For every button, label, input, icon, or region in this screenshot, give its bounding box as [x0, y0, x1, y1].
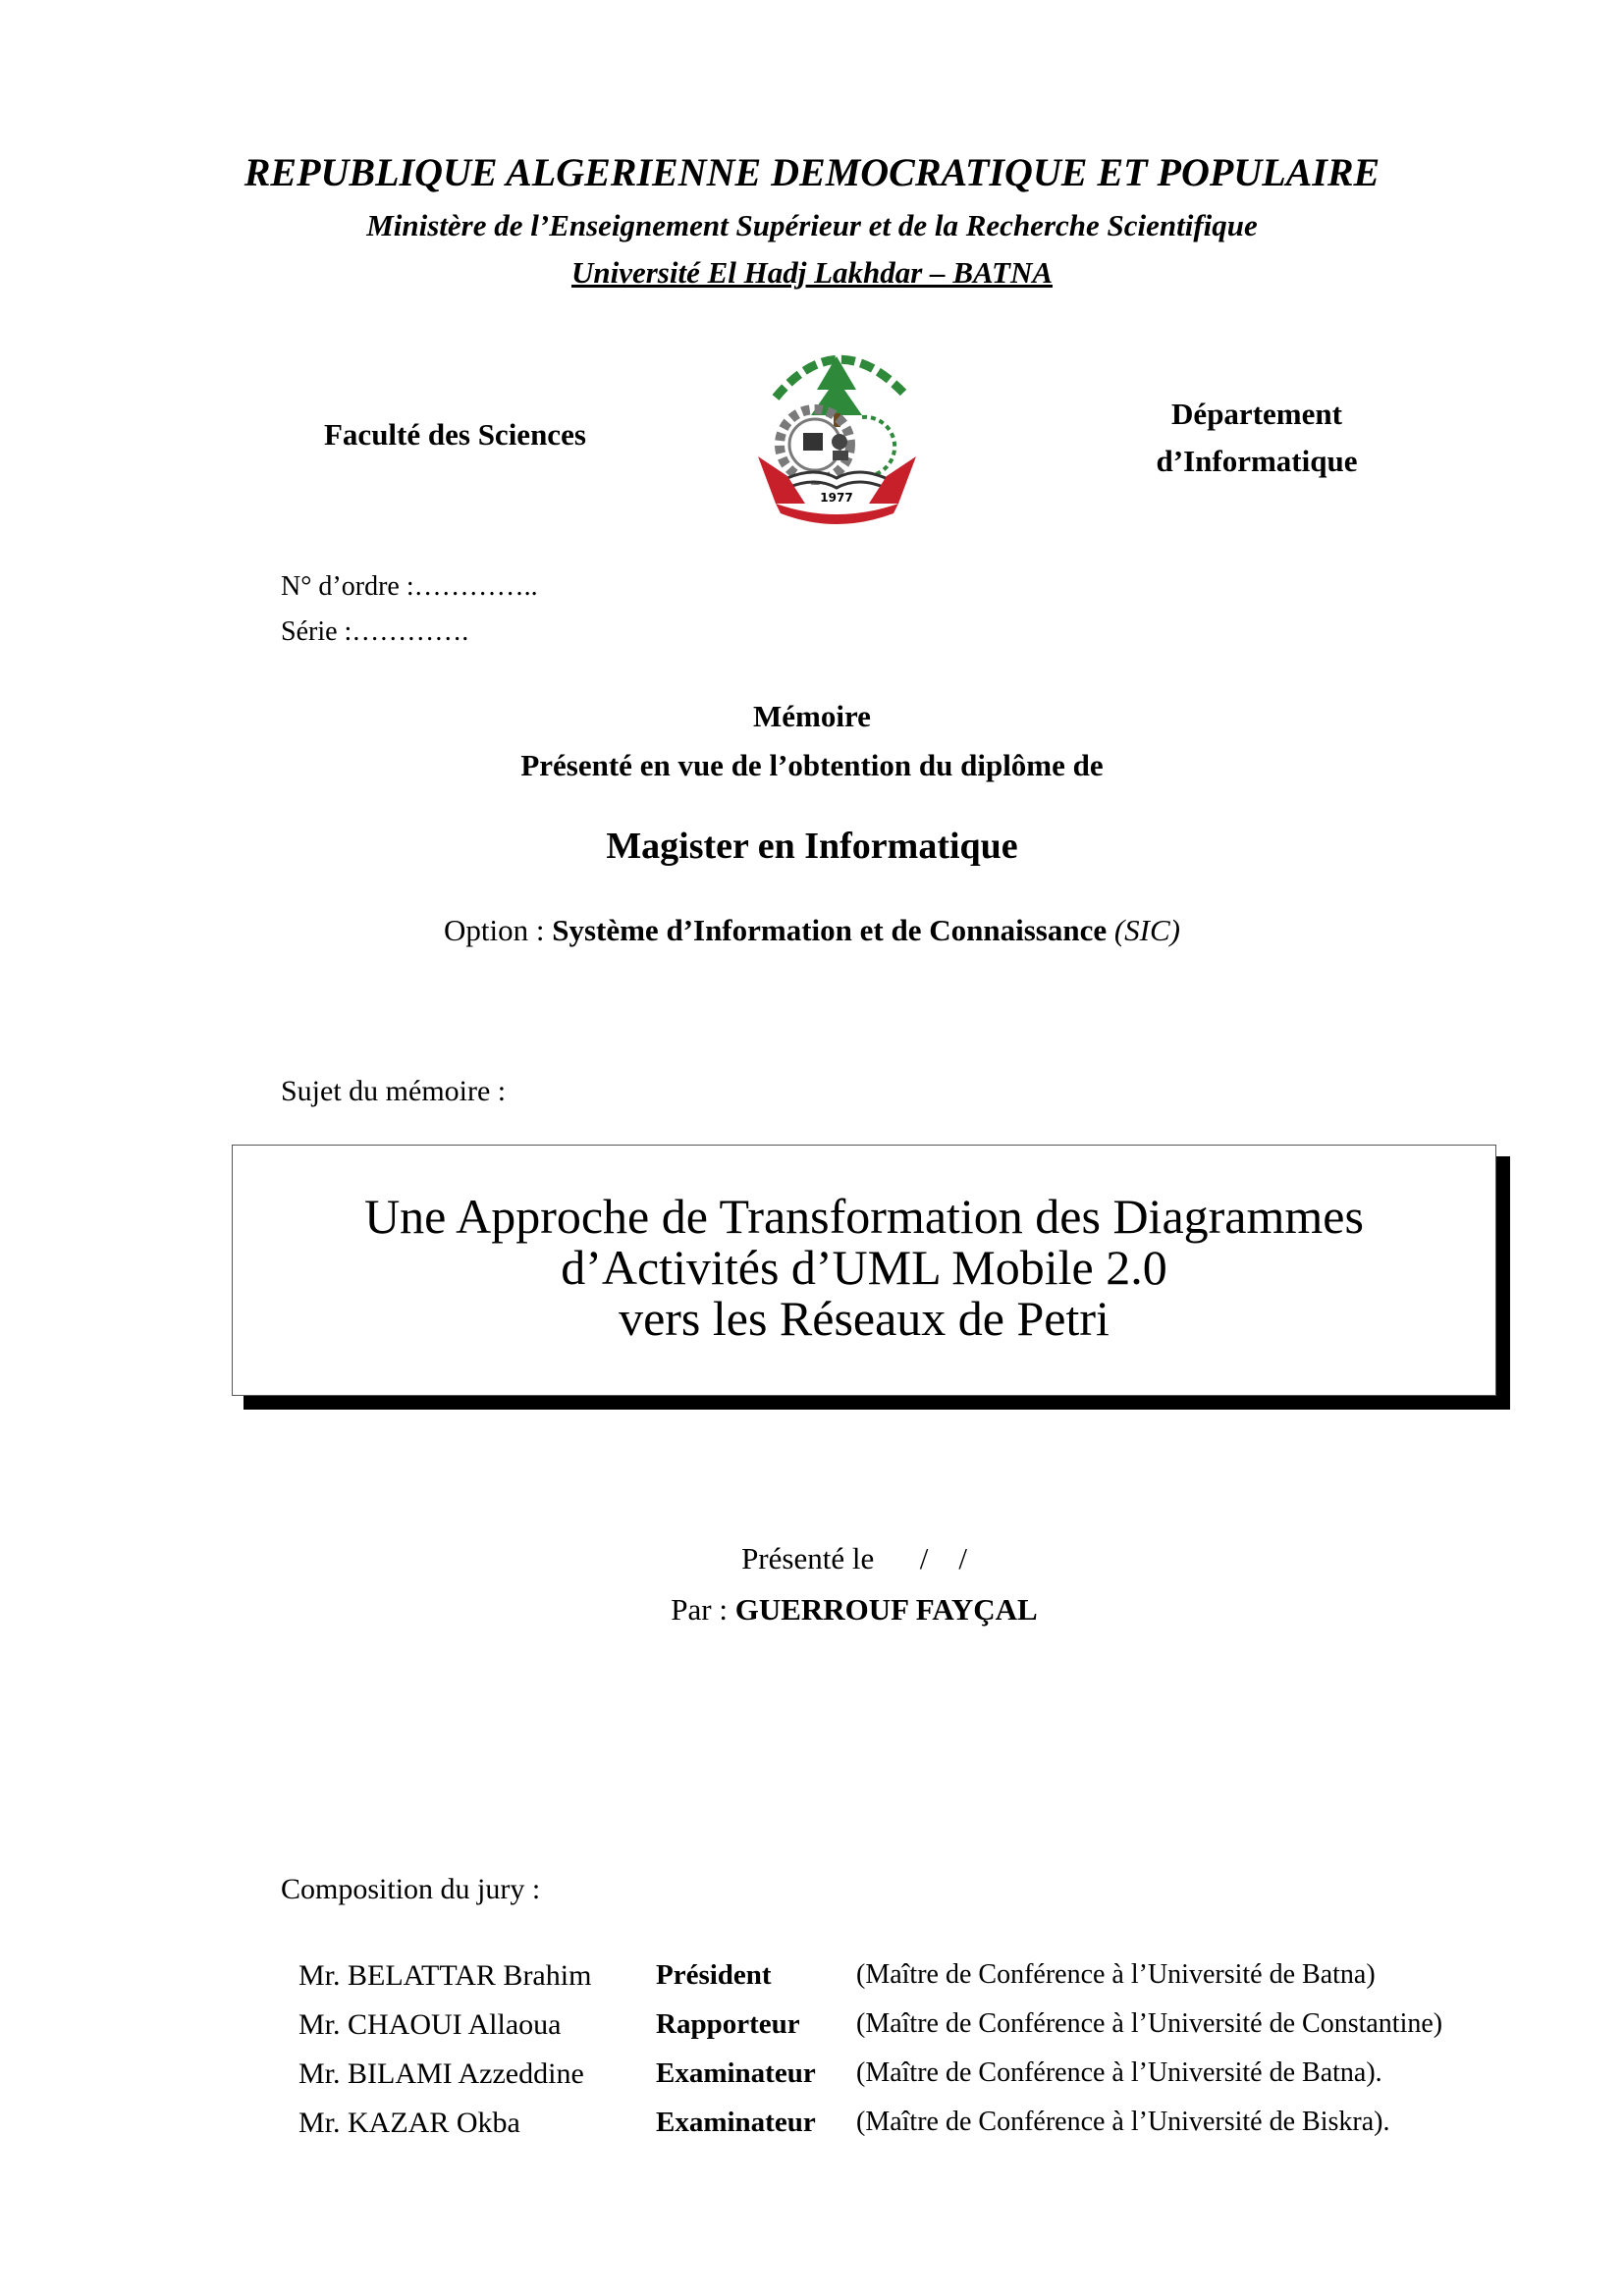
jury-member-affiliation: (Maître de Conférence à l’Université de Batna). — [856, 2057, 1382, 2088]
jury-member-role: Examinateur — [656, 2107, 816, 2138]
title-line-1: Une Approche de Transformation des Diagrammes — [364, 1189, 1364, 1244]
department-label — [1110, 391, 1404, 485]
order-number: N° d’ordre :………….. — [281, 571, 538, 602]
faculty-label: Faculté des Sciences — [324, 417, 586, 452]
jury-member-name: Mr. CHAOUI Allaoua — [298, 2008, 562, 2041]
jury-member-role: Rapporteur — [656, 2008, 800, 2040]
author-name: GUERROUF FAYÇAL — [734, 1592, 1038, 1627]
university-heading: Université El Hadj Lakhdar – BATNA — [570, 255, 1054, 290]
svg-text:1977: 1977 — [820, 491, 853, 505]
jury-member-name: Mr. BILAMI Azzeddine — [298, 2057, 584, 2090]
serie-number: Série :…………. — [281, 616, 469, 647]
title-box — [232, 1145, 1496, 1396]
university-seal-icon — [746, 329, 928, 530]
department-line1: Département — [1171, 397, 1342, 431]
option-abbr: (SIC) — [1113, 913, 1180, 947]
option-label: Option : — [443, 913, 553, 947]
jury-member-role: Président — [656, 1959, 772, 1991]
author-line — [0, 1592, 1624, 1628]
jury-member-affiliation: (Maître de Conférence à l’Université de Batna) — [856, 1959, 1376, 1990]
jury-member-affiliation: (Maître de Conférence à l’Université de Constantine) — [856, 2008, 1443, 2039]
subject-label: Sujet du mémoire : — [281, 1075, 507, 1107]
document-kind: Mémoire — [753, 699, 871, 733]
option-name: Système d’Information et de Connaissance — [552, 913, 1114, 947]
jury-label: Composition du jury : — [281, 1873, 541, 1905]
author-prefix: Par : — [671, 1592, 735, 1627]
jury-member-name: Mr. KAZAR Okba — [298, 2107, 520, 2139]
ministry-heading: Ministère de l’Enseignement Supérieur et de la Recherche Scientifique — [366, 208, 1258, 242]
title-line-2: d’Activités d’UML Mobile 2.0 — [561, 1240, 1167, 1295]
presented-for: Présenté en vue de l’obtention du diplôme de — [520, 748, 1104, 782]
degree-title: Magister en Informatique — [606, 826, 1018, 867]
republic-heading: REPUBLIQUE ALGERIENNE DEMOCRATIQUE ET POPULAIRE — [244, 150, 1380, 194]
jury-member-role: Examinateur — [656, 2057, 816, 2089]
thesis-title — [233, 1191, 1495, 1344]
option-line — [0, 913, 1624, 948]
title-line-3: vers les Réseaux de Petri — [619, 1291, 1110, 1346]
jury-member-affiliation: (Maître de Conférence à l’Université de Biskra). — [856, 2107, 1390, 2137]
department-line2: d’Informatique — [1156, 444, 1358, 478]
jury-member-name: Mr. BELATTAR Brahim — [298, 1959, 592, 1992]
presentation-date: Présenté le / / — [741, 1541, 967, 1575]
